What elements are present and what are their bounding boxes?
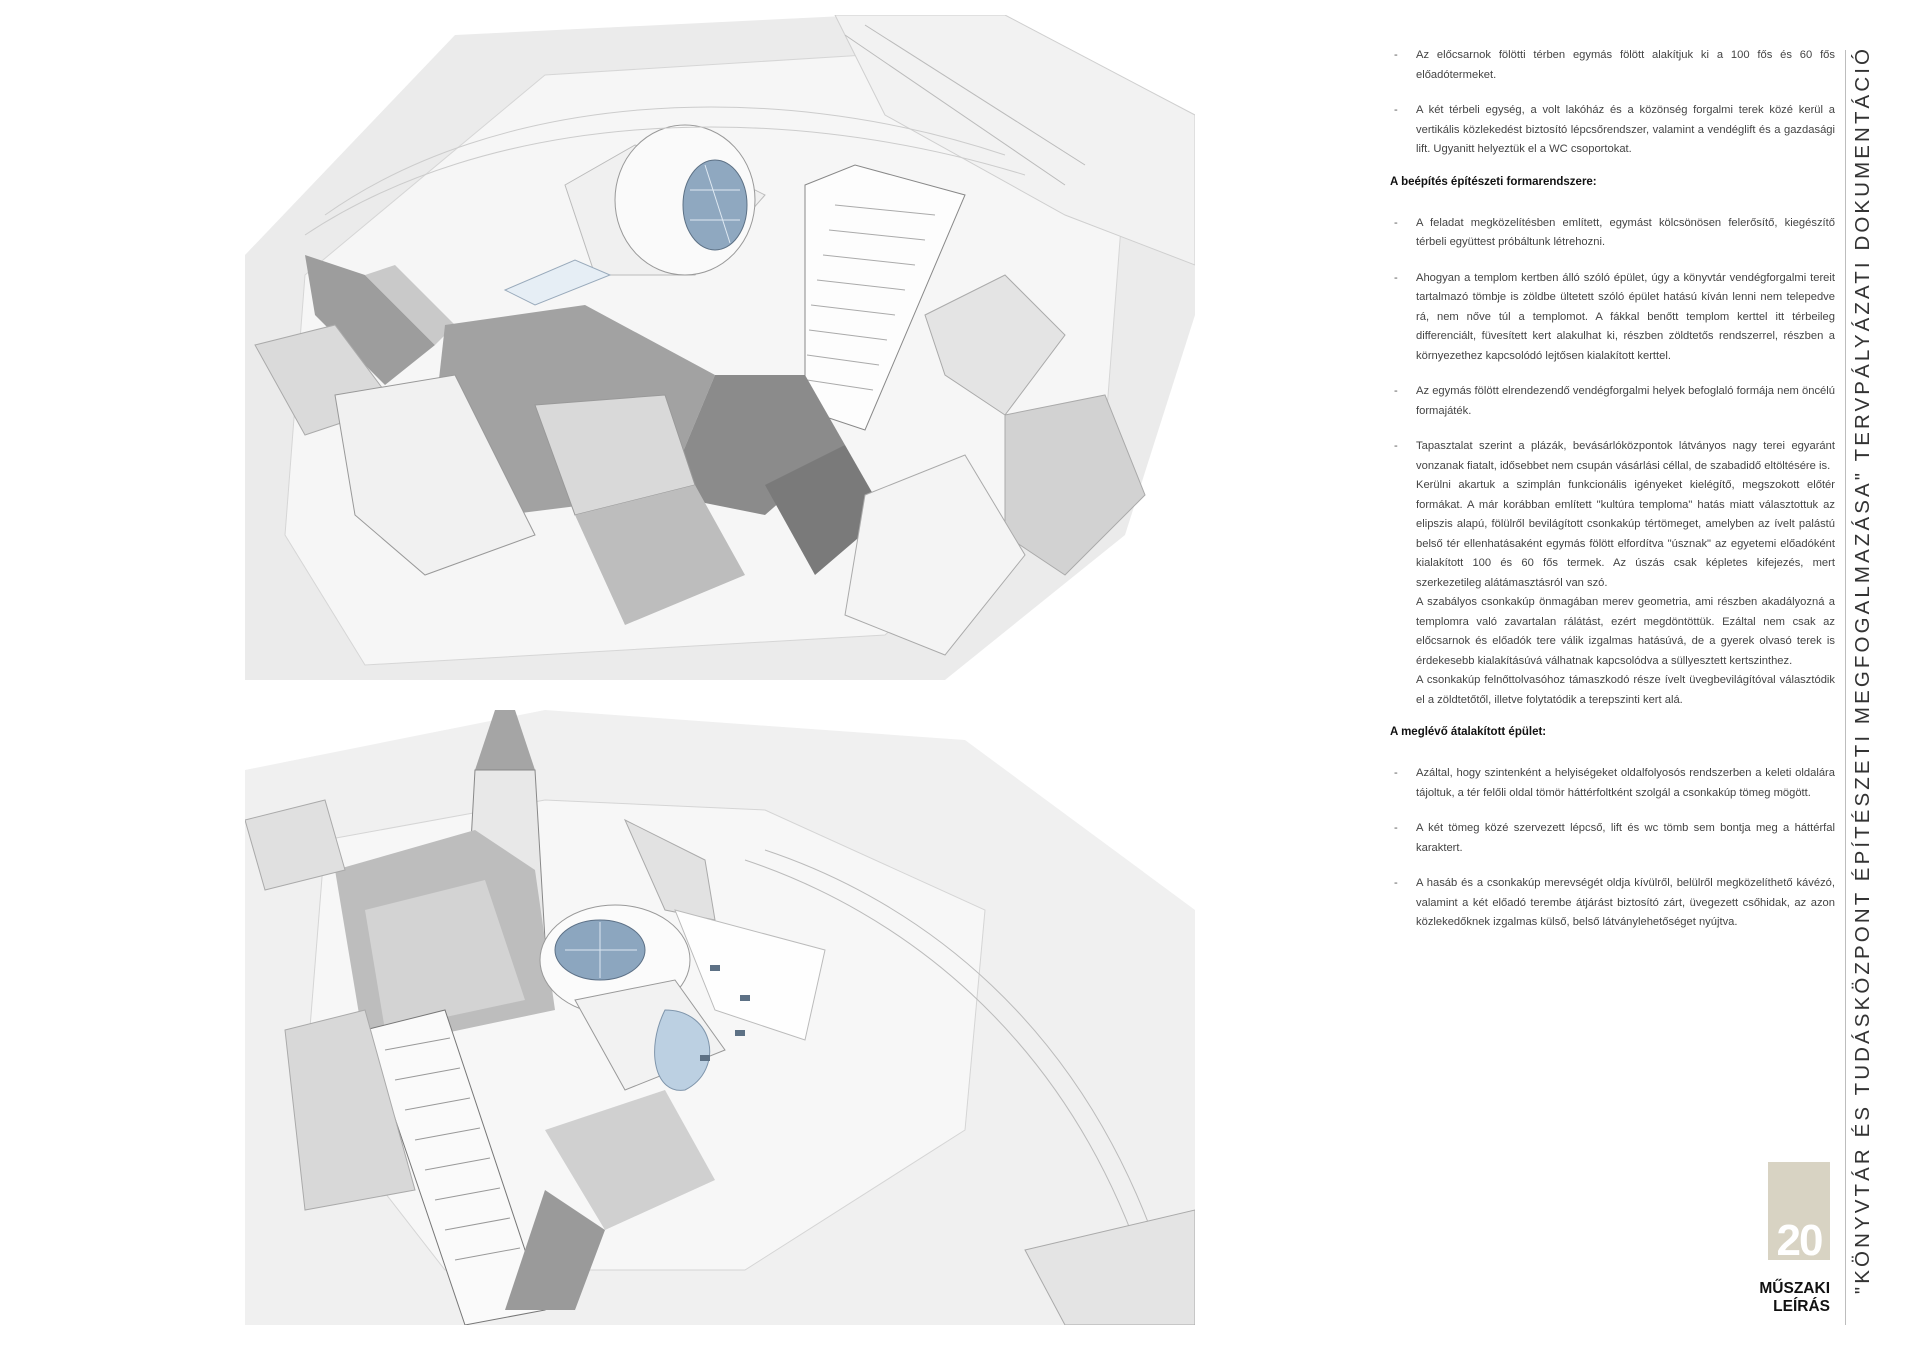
bullet-item — [1390, 764, 1835, 803]
bullet-text: - A feladat megközelítésben említett, egymást kölcsönösen felerősítő, kiegészítő térbeli együttest próbáltunk létrehozni. — [1416, 216, 1835, 248]
bullet-text: A szabályos csonkakúp önmagában merev geometria, ami részben akadályozná a templomra való zavartalan rálátást, ezért megdöntöttük. Ezáltal nem csak az előcsarnok és előadók tere válik izgalmas hatásúvá, de a gyerek olvasó terek is érdekesebb kialakításúvá válhatnak kapcsolódva a süllyesztett kertszinthez. — [1416, 596, 1835, 667]
vertical-document-title: "KÖNYVTÁR ÉS TUDÁSKÖZPONT ÉPÍTÉSZETI MEGFOGALMAZÁSA" TERVPÁLYÁZATI DOKUMENTÁCIÓ — [1851, 45, 1874, 1295]
aerial-render-bottom — [245, 710, 1195, 1325]
page-number-badge — [1768, 1162, 1830, 1265]
bullet-text: - Az előcsarnok fölötti térben egymás fölött alakítjuk ki a 100 fős és 60 fős előadótermeket. — [1416, 49, 1835, 81]
bullet-text: A csonkakúp felnőttolvasóhoz támaszkodó része ívelt üvegbevilágítóval választódik el a zöldtetőtől, illetve folytatódik a terepszinti kert alá. — [1416, 674, 1835, 706]
bullet-item — [1390, 874, 1835, 933]
bullet-text: Kerülni akartuk a szimplán funkcionális igényeket kielégítő, megszokott előtér formákat. A már korábban említett "kultúra temploma" hatás miatt választottuk az elipszis alapú, fölülről bevilágított csonkakúp tértömeget, amelyben az ívelt palástú belső tér ellenhatásaként egymás fölött elfordítva "úsznak" az egyetemi előadóként kialakított 100 és 60 fős termek. Az úszás csak képletes kifejezés, mert szerkezetileg alátámasztásról van szó. — [1416, 479, 1835, 589]
bullet-item — [1390, 214, 1835, 253]
section-heading-existing: A meglévő átalakított épület: — [1390, 726, 1547, 738]
section-title: MŰSZAKI LEÍRÁS — [1759, 1280, 1830, 1315]
bullet-item — [1390, 101, 1835, 160]
bullet-text: - Azáltal, hogy szintenként a helyiségeket oldalfolyosós rendszerben a keleti oldalára tájoltuk, a tér felőli oldal tömör háttérfoltként szolgál a csonkakúp tömeg mögött. — [1416, 767, 1835, 799]
bullet-text: - Ahogyan a templom kertben álló szóló épület, úgy a könyvtár vendégforgalmi tereit tartalmazó tömbje is zöldbe ültetett szóló épület hatású kíván lenni nem telepedve rá, nem nőve túl a templomot. A fákkal benőtt templom kerttel itt térbeileg differenciált, füvesített kert alakulhat ki, részben zöldtetős rendszerrel, részben a környezethez kapcsolódó lejtősen kialakított kerttel. — [1416, 271, 1835, 362]
page-number: 20 — [1776, 1216, 1822, 1265]
bullet-item — [1390, 269, 1835, 367]
bullet-text: - Tapasztalat szerint a plázák, bevásárlóközpontok látványos nagy terei egyaránt vonzanak fiatalt, idősebbet nem csupán vásárlási céllal, de szabadidő eltöltésére is. — [1416, 440, 1835, 472]
bullet-item — [1390, 382, 1835, 421]
section-heading-form: A beépítés építészeti formarendszere: — [1390, 175, 1597, 188]
aerial-render-top — [245, 15, 1195, 680]
bullet-text: - A két térbeli egység, a volt lakóház és a közönség forgalmi terek közé kerül a vertikális közlekedést biztosító lépcsőrendszer, valamint a vendéglift és a gazdasági lift. Ugyanitt helyeztük el a WC csoportokat. — [1416, 104, 1835, 155]
bullet-item — [1390, 437, 1835, 710]
bullet-item — [1390, 819, 1835, 858]
bullet-text: - A hasáb és a csonkakúp merevségét oldja kívülről, belülről megközelíthető kávézó, valamint a két előadó terembe átjárást biztosító zárt, üvegezett csőhidak, az azon közlekedőknek izgalmas külső, belső látványlehetőséget nyújtva. — [1416, 877, 1835, 928]
bullet-text: - A két tömeg közé szervezett lépcső, lift és wc tömb sem bontja meg a háttérfal karaktert. — [1416, 822, 1835, 854]
bullet-text: - Az egymás fölött elrendezendő vendégforgalmi helyek befoglaló formája nem öncélú formajáték. — [1416, 385, 1835, 417]
bullet-item — [1390, 46, 1835, 85]
description-text — [1390, 46, 1835, 949]
